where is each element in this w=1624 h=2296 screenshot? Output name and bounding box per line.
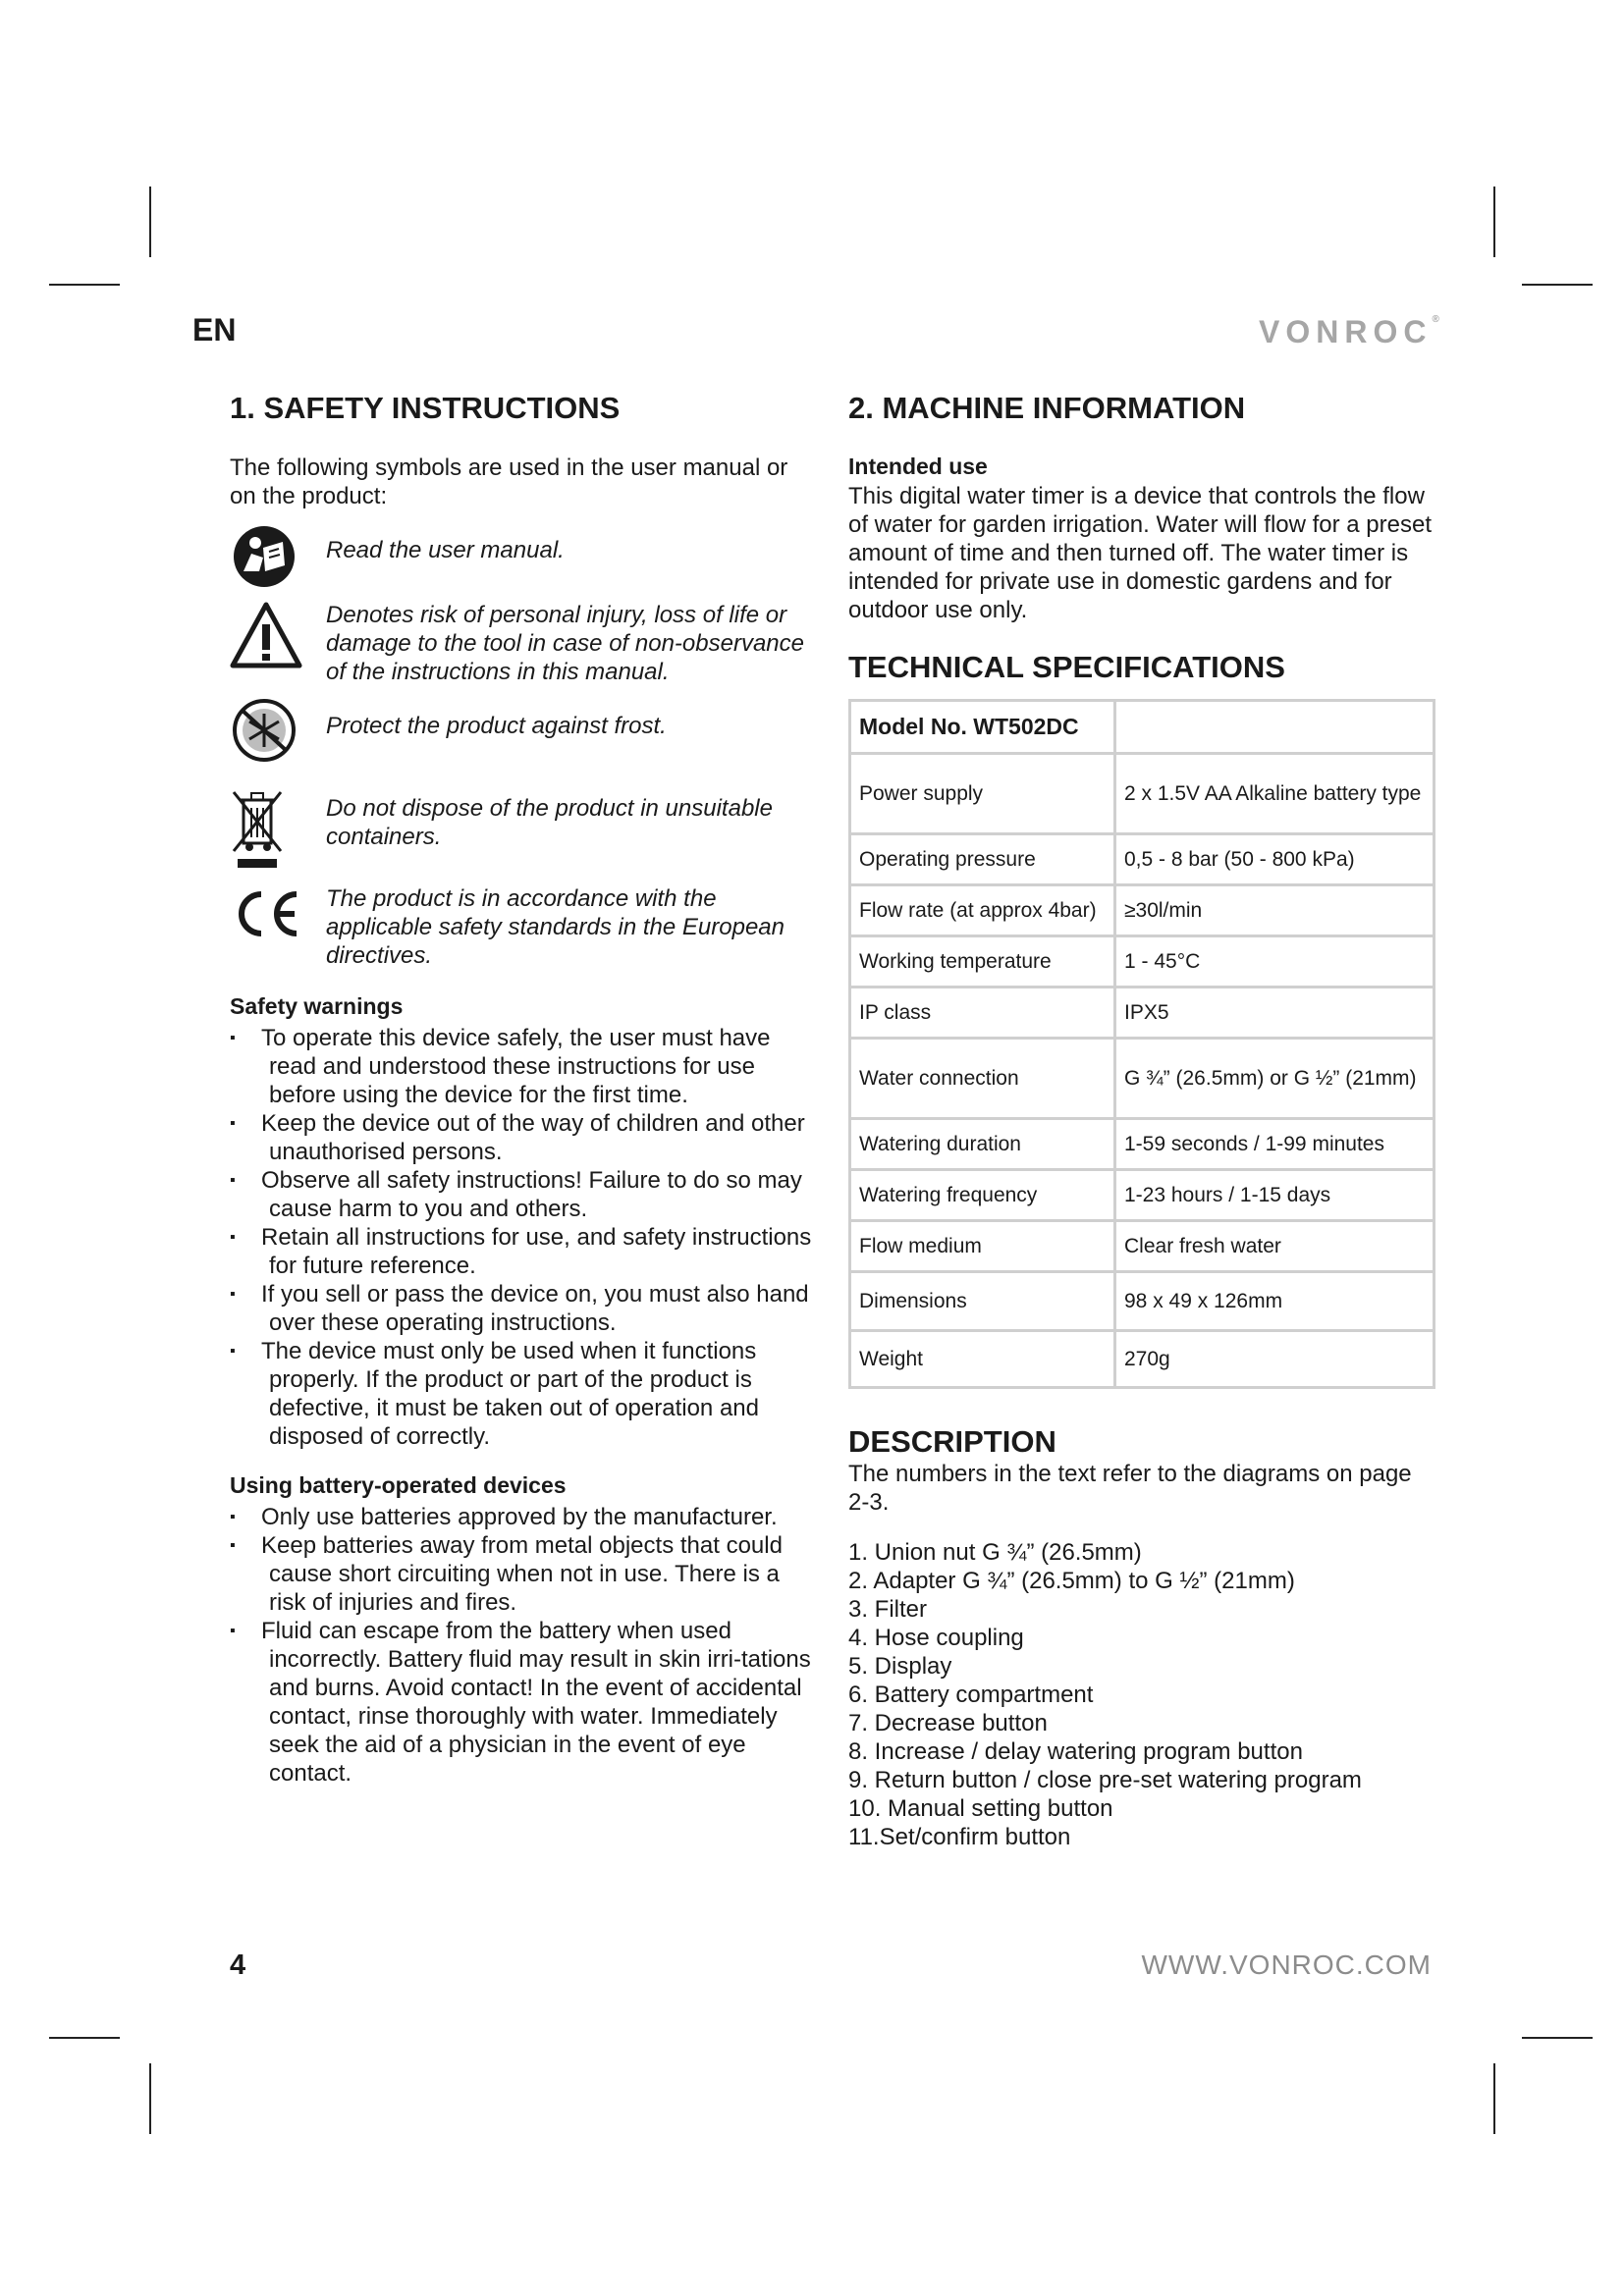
footer-url: WWW.VONROC.COM [1141,1949,1432,1980]
table-row [850,988,1435,1039]
machine-section [848,391,1437,1851]
crop-mark [49,284,120,286]
frost-protect-icon [230,698,326,763]
battery-heading: Using battery-operated devices [230,1472,567,1498]
spec-label: IP class [850,988,1115,1039]
list-item: ▪ Keep batteries away from metal objects that could cause short circuiting when not in use. There is a risk of injuries and fires. [230,1531,819,1617]
spec-label: Flow medium [850,1221,1115,1272]
description-list [848,1538,1437,1851]
list-item: ▪ Only use batteries approved by the manufacturer. [230,1503,819,1531]
list-item: 10. Manual setting button [848,1795,1113,1822]
safety-intro: The following symbols are used in the user manual or on the product: [230,454,788,509]
list-item: 3. Filter [848,1596,928,1623]
table-row [850,1272,1435,1331]
list-item: 5. Display [848,1653,952,1680]
list-item: 8. Increase / delay watering program button [848,1738,1303,1765]
safety-warnings-list [230,1024,819,1451]
symbol-row-weee [230,788,819,871]
weee-bin-icon [230,788,326,871]
table-row [850,701,1435,754]
spec-label: Watering frequency [850,1170,1115,1221]
description-intro: The numbers in the text refer to the diagrams on page 2-3. [848,1461,1412,1516]
list-item: ▪ If you sell or pass the device on, you must also hand over these operating instructions. [230,1280,819,1337]
symbol-row-warning [230,601,819,686]
list-item: ▪ Retain all instructions for use, and safety instructions for future reference. [230,1223,819,1280]
spec-label: Operating pressure [850,834,1115,885]
list-item: ▪ Keep the device out of the way of children and other unauthorised persons. [230,1109,819,1166]
crop-mark [1522,2037,1593,2039]
spec-value: G ¾” (26.5mm) or G ½” (21mm) [1115,1039,1435,1119]
spec-label: Weight [850,1331,1115,1388]
battery-list [230,1503,819,1788]
table-row [850,754,1435,834]
intended-use-text: This digital water timer is a device that controls the flow of water for garden irrigation. Water will flow for a preset amount of time and then turned off. The water timer is intended for private use in domestic gardens and for outdoor use only. [848,483,1433,623]
list-item: 1. Union nut G ¾” (26.5mm) [848,1539,1142,1566]
spec-label: Power supply [850,754,1115,834]
machine-title: 2. MACHINE INFORMATION [848,391,1246,425]
spec-value: 1-23 hours / 1-15 days [1115,1170,1435,1221]
spec-value: 2 x 1.5V AA Alkaline battery type [1115,754,1435,834]
spec-value: IPX5 [1115,988,1435,1039]
warning-triangle-icon [230,601,326,669]
list-item: ▪ The device must only be used when it functions properly. If the product or part of the product is defective, it must be taken out of operation and disposed of correctly. [230,1337,819,1451]
list-item: ▪ To operate this device safely, the user must have read and understood these instructions for use before using the device for the first time. [230,1024,819,1109]
spec-value: 1 - 45°C [1115,936,1435,988]
list-item: ▪ Fluid can escape from the battery when used incorrectly. Battery fluid may result in skin irri-tations and burns. Avoid contact! In the event of accidental contact, rinse thoroughly with water. Immediately seek the aid of a physician in the event of eye contact. [230,1617,819,1788]
description-title: DESCRIPTION [848,1424,1056,1459]
spec-value: 1-59 seconds / 1-99 minutes [1115,1119,1435,1170]
spec-value: 270g [1115,1331,1435,1388]
list-item: 4. Hose coupling [848,1625,1024,1651]
symbol-text: Protect the product against frost. [326,713,667,739]
table-row [850,1039,1435,1119]
safety-warnings-heading: Safety warnings [230,993,404,1019]
table-row [850,1119,1435,1170]
language-label: EN [192,312,237,347]
brand-logo: VONROC® [1259,314,1439,349]
list-item: 9. Return button / close pre-set watering program [848,1767,1362,1793]
spec-value [1115,701,1435,754]
list-item: 11.Set/confirm button [848,1824,1071,1850]
symbol-row-ce [230,884,819,970]
crop-mark [1522,284,1593,286]
spec-value: 0,5 - 8 bar (50 - 800 kPa) [1115,834,1435,885]
safety-title: 1. SAFETY INSTRUCTIONS [230,391,621,425]
table-row [850,1170,1435,1221]
list-item: 2. Adapter G ¾” (26.5mm) to G ½” (21mm) [848,1568,1295,1594]
symbol-text: Denotes risk of personal injury, loss of life or damage to the tool in case of non-observance of the instructions in this manual. [326,602,804,685]
spec-label: Flow rate (at approx 4bar) [850,885,1115,936]
intended-use-heading: Intended use [848,454,988,479]
spec-label: Watering duration [850,1119,1115,1170]
symbol-text: The product is in accordance with the applicable safety standards in the European directives. [326,885,785,969]
spec-value: ≥30l/min [1115,885,1435,936]
page-number: 4 [230,1949,246,1981]
table-row [850,1221,1435,1272]
spec-value: 98 x 49 x 126mm [1115,1272,1435,1331]
crop-mark [149,2063,151,2134]
crop-mark [49,2037,120,2039]
table-row [850,885,1435,936]
spec-label: Water connection [850,1039,1115,1119]
table-row [850,834,1435,885]
spec-value: Clear fresh water [1115,1221,1435,1272]
list-item: ▪ Observe all safety instructions! Failure to do so may cause harm to you and others. [230,1166,819,1223]
spec-label: Dimensions [850,1272,1115,1331]
read-manual-icon [230,524,326,589]
table-row [850,936,1435,988]
crop-mark [1493,187,1495,257]
symbol-row-read-manual [230,524,819,589]
specs-table [848,699,1435,1389]
spec-label: Working temperature [850,936,1115,988]
symbol-row-frost [230,698,819,763]
crop-mark [1493,2063,1495,2134]
crop-mark [149,187,151,257]
symbol-text: Do not dispose of the product in unsuitable containers. [326,795,773,850]
specs-title: TECHNICAL SPECIFICATIONS [848,650,1285,684]
ce-mark-icon [230,884,326,943]
safety-section [230,391,819,1788]
spec-label: Model No. WT502DC [850,701,1115,754]
list-item: 6. Battery compartment [848,1682,1094,1708]
symbol-text: Read the user manual. [326,537,565,563]
table-row [850,1331,1435,1388]
list-item: 7. Decrease button [848,1710,1048,1736]
